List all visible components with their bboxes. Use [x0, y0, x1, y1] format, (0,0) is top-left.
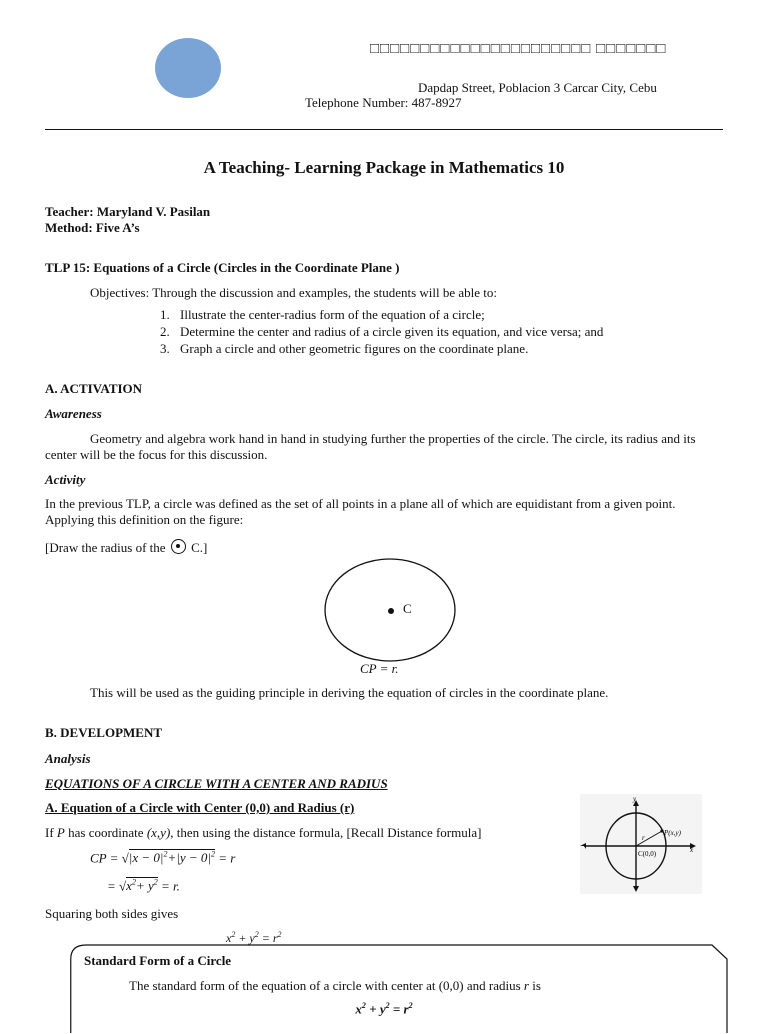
page-title: A Teaching- Learning Package in Mathematics 10 — [203, 158, 565, 177]
coordinate-circle-graph — [580, 794, 702, 894]
distance-equation: CP = $√|x - 0|^2+|y - 0|^2 = r$ — [90, 850, 236, 866]
y-axis-label: y — [633, 795, 637, 803]
activity-label: Activity — [45, 472, 86, 487]
standard-form-title: Standard Form of a Circle — [84, 953, 232, 968]
school-name: □□□□□□□□□□□□□□□□□□□□□□ □□□□□□□ — [370, 41, 667, 57]
list-item: 3. Graph a circle and other geometric figures on the coordinate plane. — [160, 341, 529, 356]
distance-intro: If P has coordinate (x,y), then using the distance formula, [Recall Distance formula] — [45, 825, 482, 840]
school-logo — [155, 38, 221, 98]
standard-form-text: The standard form of the equation of a circle with center at (0,0) and radius r is — [129, 978, 541, 993]
squaring-text: Squaring both sides gives — [45, 906, 179, 921]
header-divider — [45, 129, 723, 130]
standard-form-equation: $x^2 + y^2 = r^2$ — [355, 1001, 413, 1017]
center-label: C — [403, 601, 412, 616]
center-point — [388, 608, 394, 614]
list-item: 1. Illustrate the center-radius form of the equation of a circle; — [160, 307, 485, 322]
activity-text: In the previous TLP, a circle was defined as the set of all points in a plane all of which are equidistant from a given point. Applying this definition on the figure: — [45, 496, 676, 527]
center-origin-label: C(0,0) — [638, 850, 657, 858]
development-heading: B. DEVELOPMENT — [45, 725, 163, 740]
list-item: 2. Determine the center and radius of a circle given its equation, and vice versa; and — [160, 324, 604, 339]
draw-instruction: [Draw the radius of the C.] — [45, 540, 208, 555]
simplified-equation: = $√x^2+ y^2 = r$. — [107, 878, 180, 894]
objectives-intro: Objectives: Through the discussion and examples, the students will be able to: — [90, 285, 498, 300]
circle-dot-symbol-icon — [171, 539, 186, 554]
point-p-label: P(x,y) — [664, 829, 681, 837]
school-address: Dapdap Street, Poblacion 3 Carcar City, Cebu — [418, 80, 657, 95]
awareness-label: Awareness — [45, 406, 102, 421]
teacher-line: Teacher: Maryland V. Pasilan — [45, 204, 211, 219]
analysis-label: Analysis — [45, 751, 91, 766]
squared-equation: $x^2 + y^2 = r^2$ — [226, 930, 282, 945]
awareness-text: Geometry and algebra work hand in hand in studying further the properties of the circle. The circle, its radius and its center will be the focus for this discussion. — [45, 431, 696, 462]
tlp-heading: TLP 15: Equations of a Circle (Circles in the Coordinate Plane ) — [45, 260, 400, 275]
section-title: EQUATIONS OF A CIRCLE WITH A CENTER AND RADIUS — [45, 776, 388, 791]
method-line: Method: Five A’s — [45, 220, 140, 235]
circle-c-figure — [322, 557, 462, 667]
objectives-list — [160, 306, 603, 357]
x-axis-label: x — [690, 846, 694, 854]
radius-label: r — [642, 834, 645, 842]
activation-heading: A. ACTIVATION — [45, 381, 143, 396]
guiding-principle: This will be used as the guiding principle in deriving the equation of circles in the coordinate plane. — [90, 685, 609, 700]
school-telephone: Telephone Number: 487-8927 — [305, 95, 462, 110]
cp-equation: CP = r. — [360, 661, 399, 676]
subsection-title: A. Equation of a Circle with Center (0,0) and Radius (r) — [45, 800, 355, 815]
